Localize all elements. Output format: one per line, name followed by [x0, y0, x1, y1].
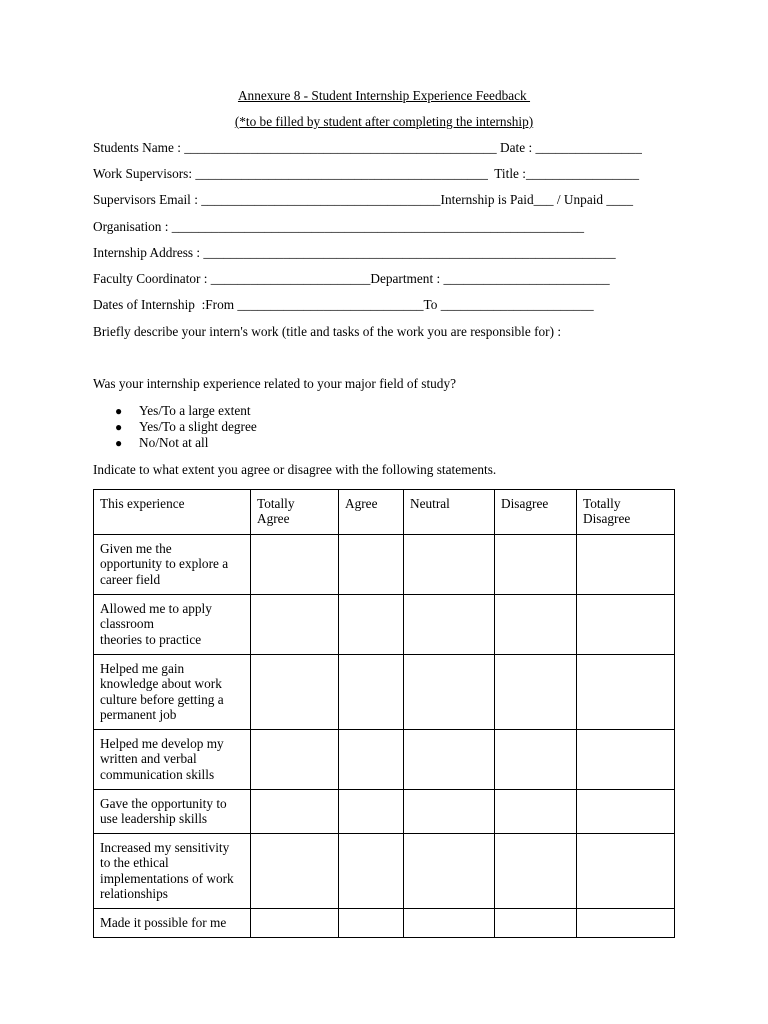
- rating-cell[interactable]: [251, 535, 339, 595]
- table-row: [94, 595, 675, 655]
- column-header: Totally Disagree: [577, 490, 675, 535]
- rating-cell[interactable]: [495, 535, 577, 595]
- instruction-text: Indicate to what extent you agree or disagree with the following statements.: [93, 462, 497, 477]
- rating-cell[interactable]: [577, 834, 675, 909]
- table-row: [94, 909, 675, 938]
- column-header: This experience: [94, 490, 251, 535]
- rating-cell[interactable]: [577, 595, 675, 655]
- rating-cell[interactable]: [251, 909, 339, 938]
- table-header-row: [94, 490, 675, 535]
- column-header: Disagree: [495, 490, 577, 535]
- table-row: [94, 790, 675, 834]
- work-supervisors-field: Work Supervisors: ____________________________________________ Title :_________________: [93, 166, 639, 181]
- rating-cell[interactable]: [339, 595, 404, 655]
- organisation-field: Organisation : ______________________________________________________________: [93, 219, 584, 234]
- rating-cell[interactable]: [339, 535, 404, 595]
- bullet-icon: ●: [115, 420, 123, 435]
- column-header: Totally Agree: [251, 490, 339, 535]
- statement-cell: Increased my sensitivity to the ethical implementations of work relationships: [94, 834, 251, 909]
- list-item: ● Yes/To a large extent: [115, 403, 251, 418]
- statement-cell: Allowed me to apply classroom theories to practice: [94, 595, 251, 655]
- document-subtitle: (*to be filled by student after completing the internship): [234, 114, 534, 129]
- list-item: ● No/Not at all: [115, 435, 209, 451]
- rating-cell[interactable]: [251, 730, 339, 790]
- rating-cell[interactable]: [404, 535, 495, 595]
- answer-options-list: [115, 403, 257, 452]
- rating-table: [93, 489, 675, 938]
- rating-cell[interactable]: [577, 655, 675, 730]
- rating-cell[interactable]: [495, 790, 577, 834]
- supervisors-email-field: Supervisors Email : ____________________________________Internship is Paid___ / Unpaid ____: [93, 192, 633, 207]
- statement-cell: Gave the opportunity to use leadership skills: [94, 790, 251, 834]
- table-row: [94, 535, 675, 595]
- rating-cell[interactable]: [577, 909, 675, 938]
- rating-cell[interactable]: [251, 595, 339, 655]
- statement-cell: Made it possible for me: [94, 909, 251, 938]
- column-header: Neutral: [404, 490, 495, 535]
- rating-cell[interactable]: [495, 595, 577, 655]
- rating-cell[interactable]: [404, 595, 495, 655]
- major-field-question: Was your internship experience related to your major field of study?: [93, 376, 456, 391]
- rating-cell[interactable]: [339, 909, 404, 938]
- rating-cell[interactable]: [495, 730, 577, 790]
- dates-of-internship-field: Dates of Internship :From ____________________________To _______________________: [93, 297, 594, 312]
- rating-cell[interactable]: [495, 655, 577, 730]
- rating-cell[interactable]: [577, 730, 675, 790]
- rating-cell[interactable]: [404, 655, 495, 730]
- faculty-coordinator-field: Faculty Coordinator : ________________________Department : _________________________: [93, 271, 610, 286]
- rating-cell[interactable]: [339, 655, 404, 730]
- rating-cell[interactable]: [495, 834, 577, 909]
- table-row: [94, 834, 675, 909]
- table-row: [94, 730, 675, 790]
- rating-cell[interactable]: [577, 535, 675, 595]
- rating-cell[interactable]: [251, 655, 339, 730]
- students-name-field: Students Name : _______________________________________________ Date : ________________: [93, 140, 642, 155]
- statement-cell: Given me the opportunity to explore a career field: [94, 535, 251, 595]
- bullet-icon: ●: [115, 404, 123, 418]
- rating-cell[interactable]: [495, 909, 577, 938]
- bullet-icon: ●: [115, 436, 123, 451]
- table-row: [94, 655, 675, 730]
- rating-cell[interactable]: [577, 790, 675, 834]
- rating-cell[interactable]: [251, 834, 339, 909]
- rating-cell[interactable]: [339, 730, 404, 790]
- rating-cell[interactable]: [251, 790, 339, 834]
- list-item: ● Yes/To a slight degree: [115, 419, 257, 435]
- rating-cell[interactable]: [404, 834, 495, 909]
- column-header: Agree: [339, 490, 404, 535]
- rating-cell[interactable]: [339, 834, 404, 909]
- statement-cell: Helped me develop my written and verbal communication skills: [94, 730, 251, 790]
- rating-cell[interactable]: [404, 790, 495, 834]
- rating-cell[interactable]: [404, 909, 495, 938]
- rating-cell[interactable]: [404, 730, 495, 790]
- describe-work-prompt: Briefly describe your intern's work (title and tasks of the work you are responsible for) :: [93, 324, 562, 339]
- rating-cell[interactable]: [339, 790, 404, 834]
- statement-cell: Helped me gain knowledge about work culture before getting a permanent job: [94, 655, 251, 730]
- internship-address-field: Internship Address : ______________________________________________________________: [93, 245, 616, 260]
- document-title: Annexure 8 - Student Internship Experience Feedback: [237, 88, 531, 103]
